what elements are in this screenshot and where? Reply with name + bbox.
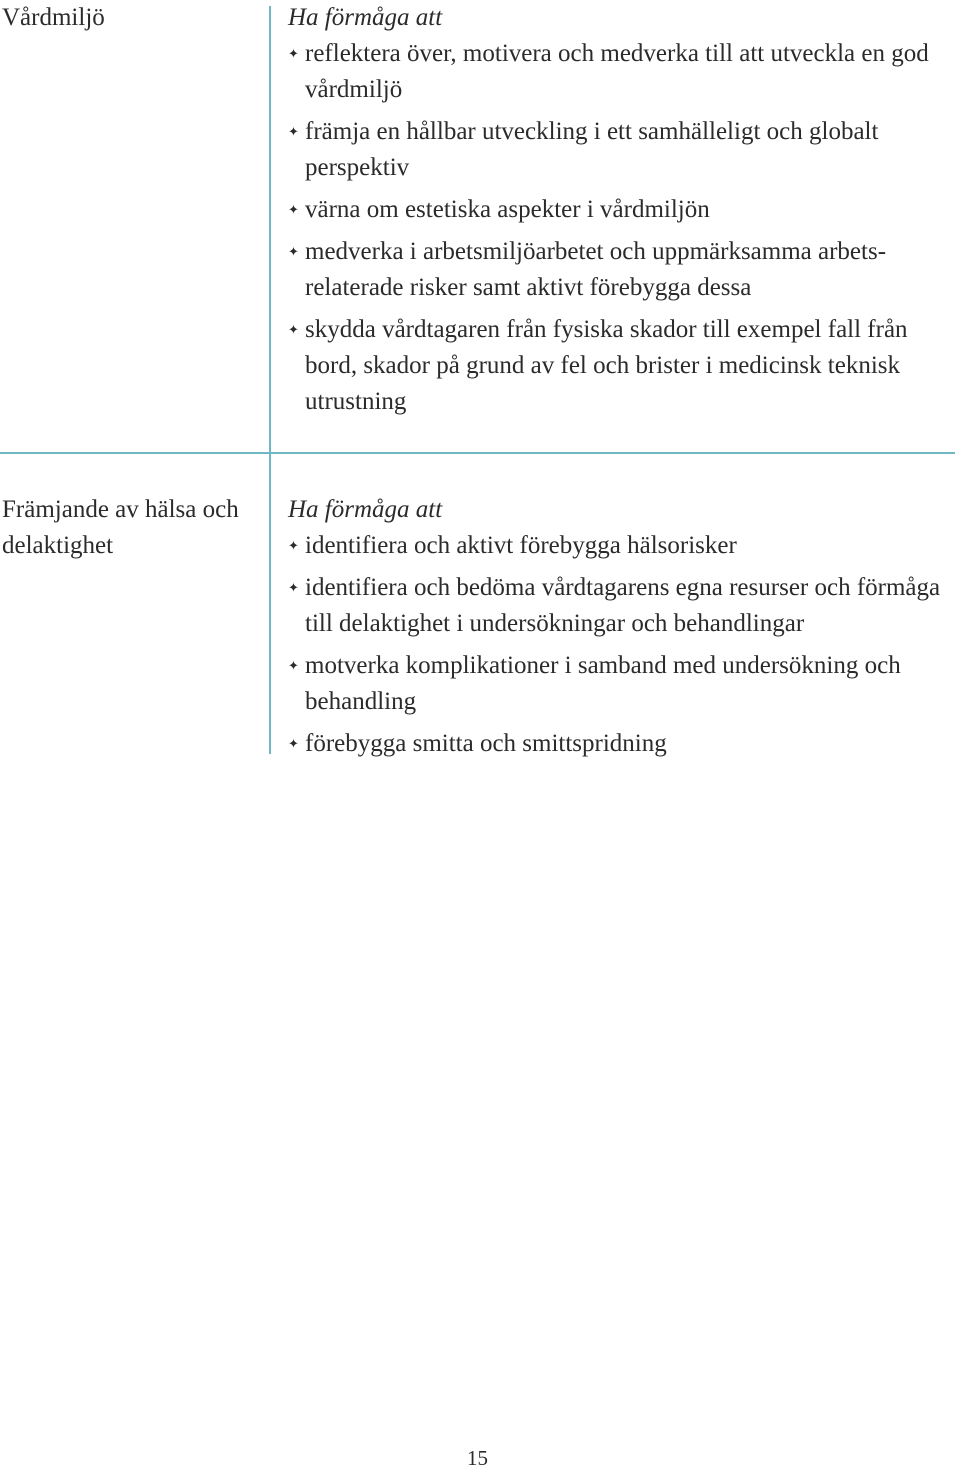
vertical-divider bbox=[269, 454, 271, 754]
list-item bbox=[288, 528, 948, 564]
list-item-text: medverka i arbetsmiljöarbetet och uppmärksamma arbetsrelaterade risker samt aktivt förebygga dessa bbox=[305, 238, 887, 301]
list-item bbox=[288, 36, 948, 108]
list-item bbox=[288, 192, 948, 228]
bullet-list bbox=[288, 36, 948, 420]
list-item bbox=[288, 114, 948, 186]
list-item-text: identifiera och bedöma vårdtagarens egna resurser och förmåga till delaktighet i undersökningar och behandlingar bbox=[305, 574, 941, 637]
list-item bbox=[288, 234, 948, 306]
list-item-text: motverka komplikationer i samband med undersökning och behandling bbox=[305, 652, 901, 715]
section-intro: Ha förmåga att bbox=[288, 4, 443, 31]
list-item-text: reflektera över, motivera och medverka till att utveckla en god vårdmiljö bbox=[305, 40, 929, 103]
list-item-text: förebygga smitta och smittspridning bbox=[305, 730, 667, 757]
list-item-text: skydda vårdtagaren från fysiska skador till exempel fall från bord, skador på grund av fel och brister i medicinsk teknisk utrustning bbox=[305, 316, 908, 415]
section-label: Vårdmiljö bbox=[2, 4, 105, 31]
bullet-icon: ✦ bbox=[288, 322, 299, 337]
bullet-icon: ✦ bbox=[288, 658, 299, 673]
section-intro: Ha förmåga att bbox=[288, 496, 443, 523]
bullet-icon: ✦ bbox=[288, 538, 299, 553]
section-vardmiljo bbox=[0, 0, 955, 452]
list-item bbox=[288, 726, 948, 762]
bullet-icon: ✦ bbox=[288, 244, 299, 259]
bullet-list bbox=[288, 528, 948, 762]
section-content bbox=[288, 492, 948, 768]
page-number: 15 bbox=[467, 1446, 488, 1470]
bullet-icon: ✦ bbox=[288, 124, 299, 139]
bullet-icon: ✦ bbox=[288, 46, 299, 61]
list-item bbox=[288, 312, 948, 420]
list-item-text: värna om estetiska aspekter i vårdmiljön bbox=[305, 196, 710, 223]
list-item bbox=[288, 648, 948, 720]
bullet-icon: ✦ bbox=[288, 202, 299, 217]
vertical-divider bbox=[269, 6, 271, 452]
list-item-text: identifiera och aktivt förebygga hälsorisker bbox=[305, 532, 737, 559]
bullet-icon: ✦ bbox=[288, 736, 299, 751]
list-item bbox=[288, 570, 948, 642]
bullet-icon: ✦ bbox=[288, 580, 299, 595]
section-label: Främjande av hälsa och delaktighet bbox=[2, 496, 239, 559]
section-content bbox=[288, 0, 948, 426]
section-framjande-av-halsa bbox=[0, 452, 955, 756]
list-item-text: främja en hållbar utveckling i ett samhälleligt och globalt perspektiv bbox=[305, 118, 879, 181]
